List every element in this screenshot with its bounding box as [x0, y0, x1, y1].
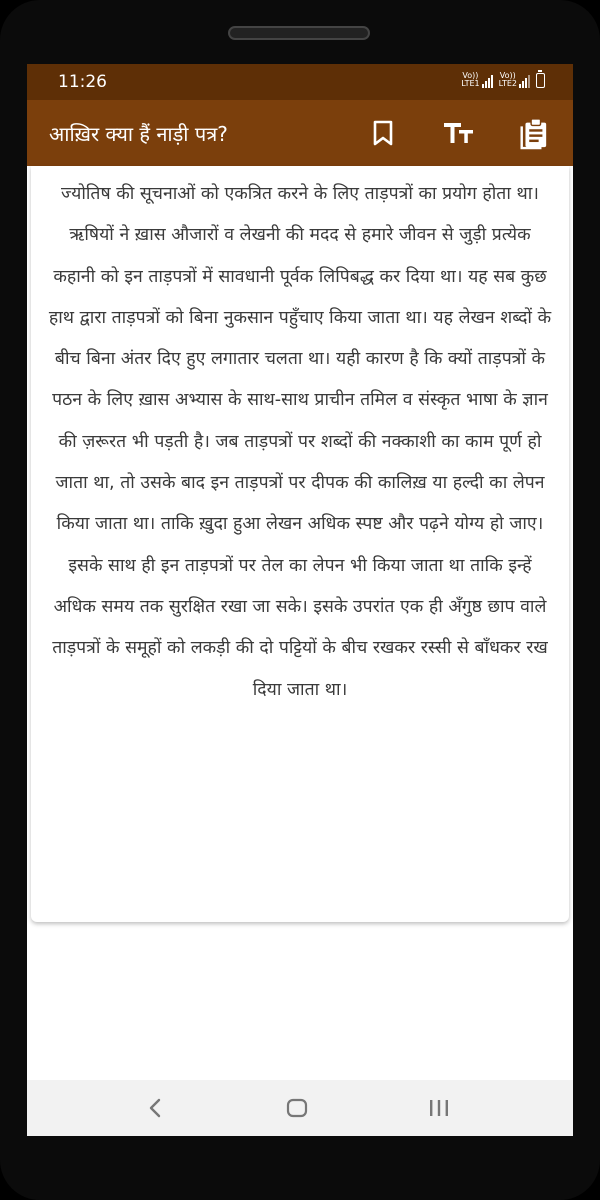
app-bar: [27, 100, 573, 166]
sim1-lte-label: LTE1: [461, 79, 480, 88]
earpiece-speaker: [228, 26, 370, 40]
sim2-volte-label: Vo)): [499, 71, 516, 80]
clipboard-icon: [517, 116, 549, 150]
signal-bars-icon: [519, 74, 530, 88]
text-size-button[interactable]: [443, 117, 475, 149]
sim2-network-indicator: [499, 72, 530, 88]
sim2-lte-label: LTE2: [498, 79, 517, 88]
status-icons: [461, 72, 545, 88]
article-card: [31, 166, 569, 922]
recents-button[interactable]: [424, 1094, 454, 1122]
recents-icon: [428, 1098, 450, 1118]
battery-icon: [536, 73, 545, 88]
clipboard-button[interactable]: [517, 117, 549, 149]
system-nav-bar: [27, 1080, 573, 1136]
home-button[interactable]: [282, 1094, 312, 1122]
page-title: आख़िर क्या हैं नाड़ी पत्र?: [49, 122, 228, 146]
home-icon: [286, 1098, 308, 1118]
signal-bars-icon: [482, 74, 493, 88]
back-icon: [148, 1098, 162, 1118]
screen: [27, 64, 573, 1136]
bookmark-icon: [372, 120, 394, 146]
bookmark-button[interactable]: [367, 117, 399, 149]
sim1-volte-label: Vo)): [462, 71, 479, 80]
article-body: ज्योतिष की सूचनाओं को एकत्रित करने के लिए ताड़पत्रों का प्रयोग होता था। ऋषियों ने ख़ास औजारों व लेखनी की मदद से हमारे जीवन से जुड़ी प्रत्येक कहानी को इन ताड़पत्रों में सावधानी पूर्वक लिपिबद्ध कर दिया था। यह सब कुछ हाथ द्वारा ताड़पत्रों को बिना नुकसान पहुँचाए किया जाता था। यह लेखन शब्दों के बीच बिना अंतर दिए हुए लगातार चलता था। यही कारण है कि क्यों ताड़पत्रों के पठन के लिए ख़ास अभ्यास के साथ-साथ प्राचीन तमिल व संस्कृत भाषा के ज्ञान की ज़रूरत भी पड़ती है। जब ताड़पत्रों पर शब्दों की नक्काशी का काम पूर्ण हो जाता था, तो उसके बाद इन ताड़पत्रों पर दीपक की कालिख़ या हल्दी का लेपन किया जाता था। ताकि ख़ुदा हुआ लेखन अधिक स्पष्ट और पढ़ने योग्य हो जाए। इसके साथ ही इन ताड़पत्रों पर तेल का लेपन भी किया जाता था ताकि इन्हें अधिक समय तक सुरक्षित रखा जा सके। इसके उपरांत एक ही अँगुष्ठ छाप वाले ताड़पत्रों के समूहों को लकड़ी की दो पट्टियों के बीच रखकर रस्सी से बाँधकर रख दिया जाता था।: [48, 184, 552, 700]
back-button[interactable]: [140, 1094, 170, 1122]
text-size-icon: [443, 121, 475, 145]
status-bar: [27, 64, 573, 100]
status-time: 11:26: [58, 72, 107, 92]
sim1-network-indicator: [461, 72, 492, 88]
